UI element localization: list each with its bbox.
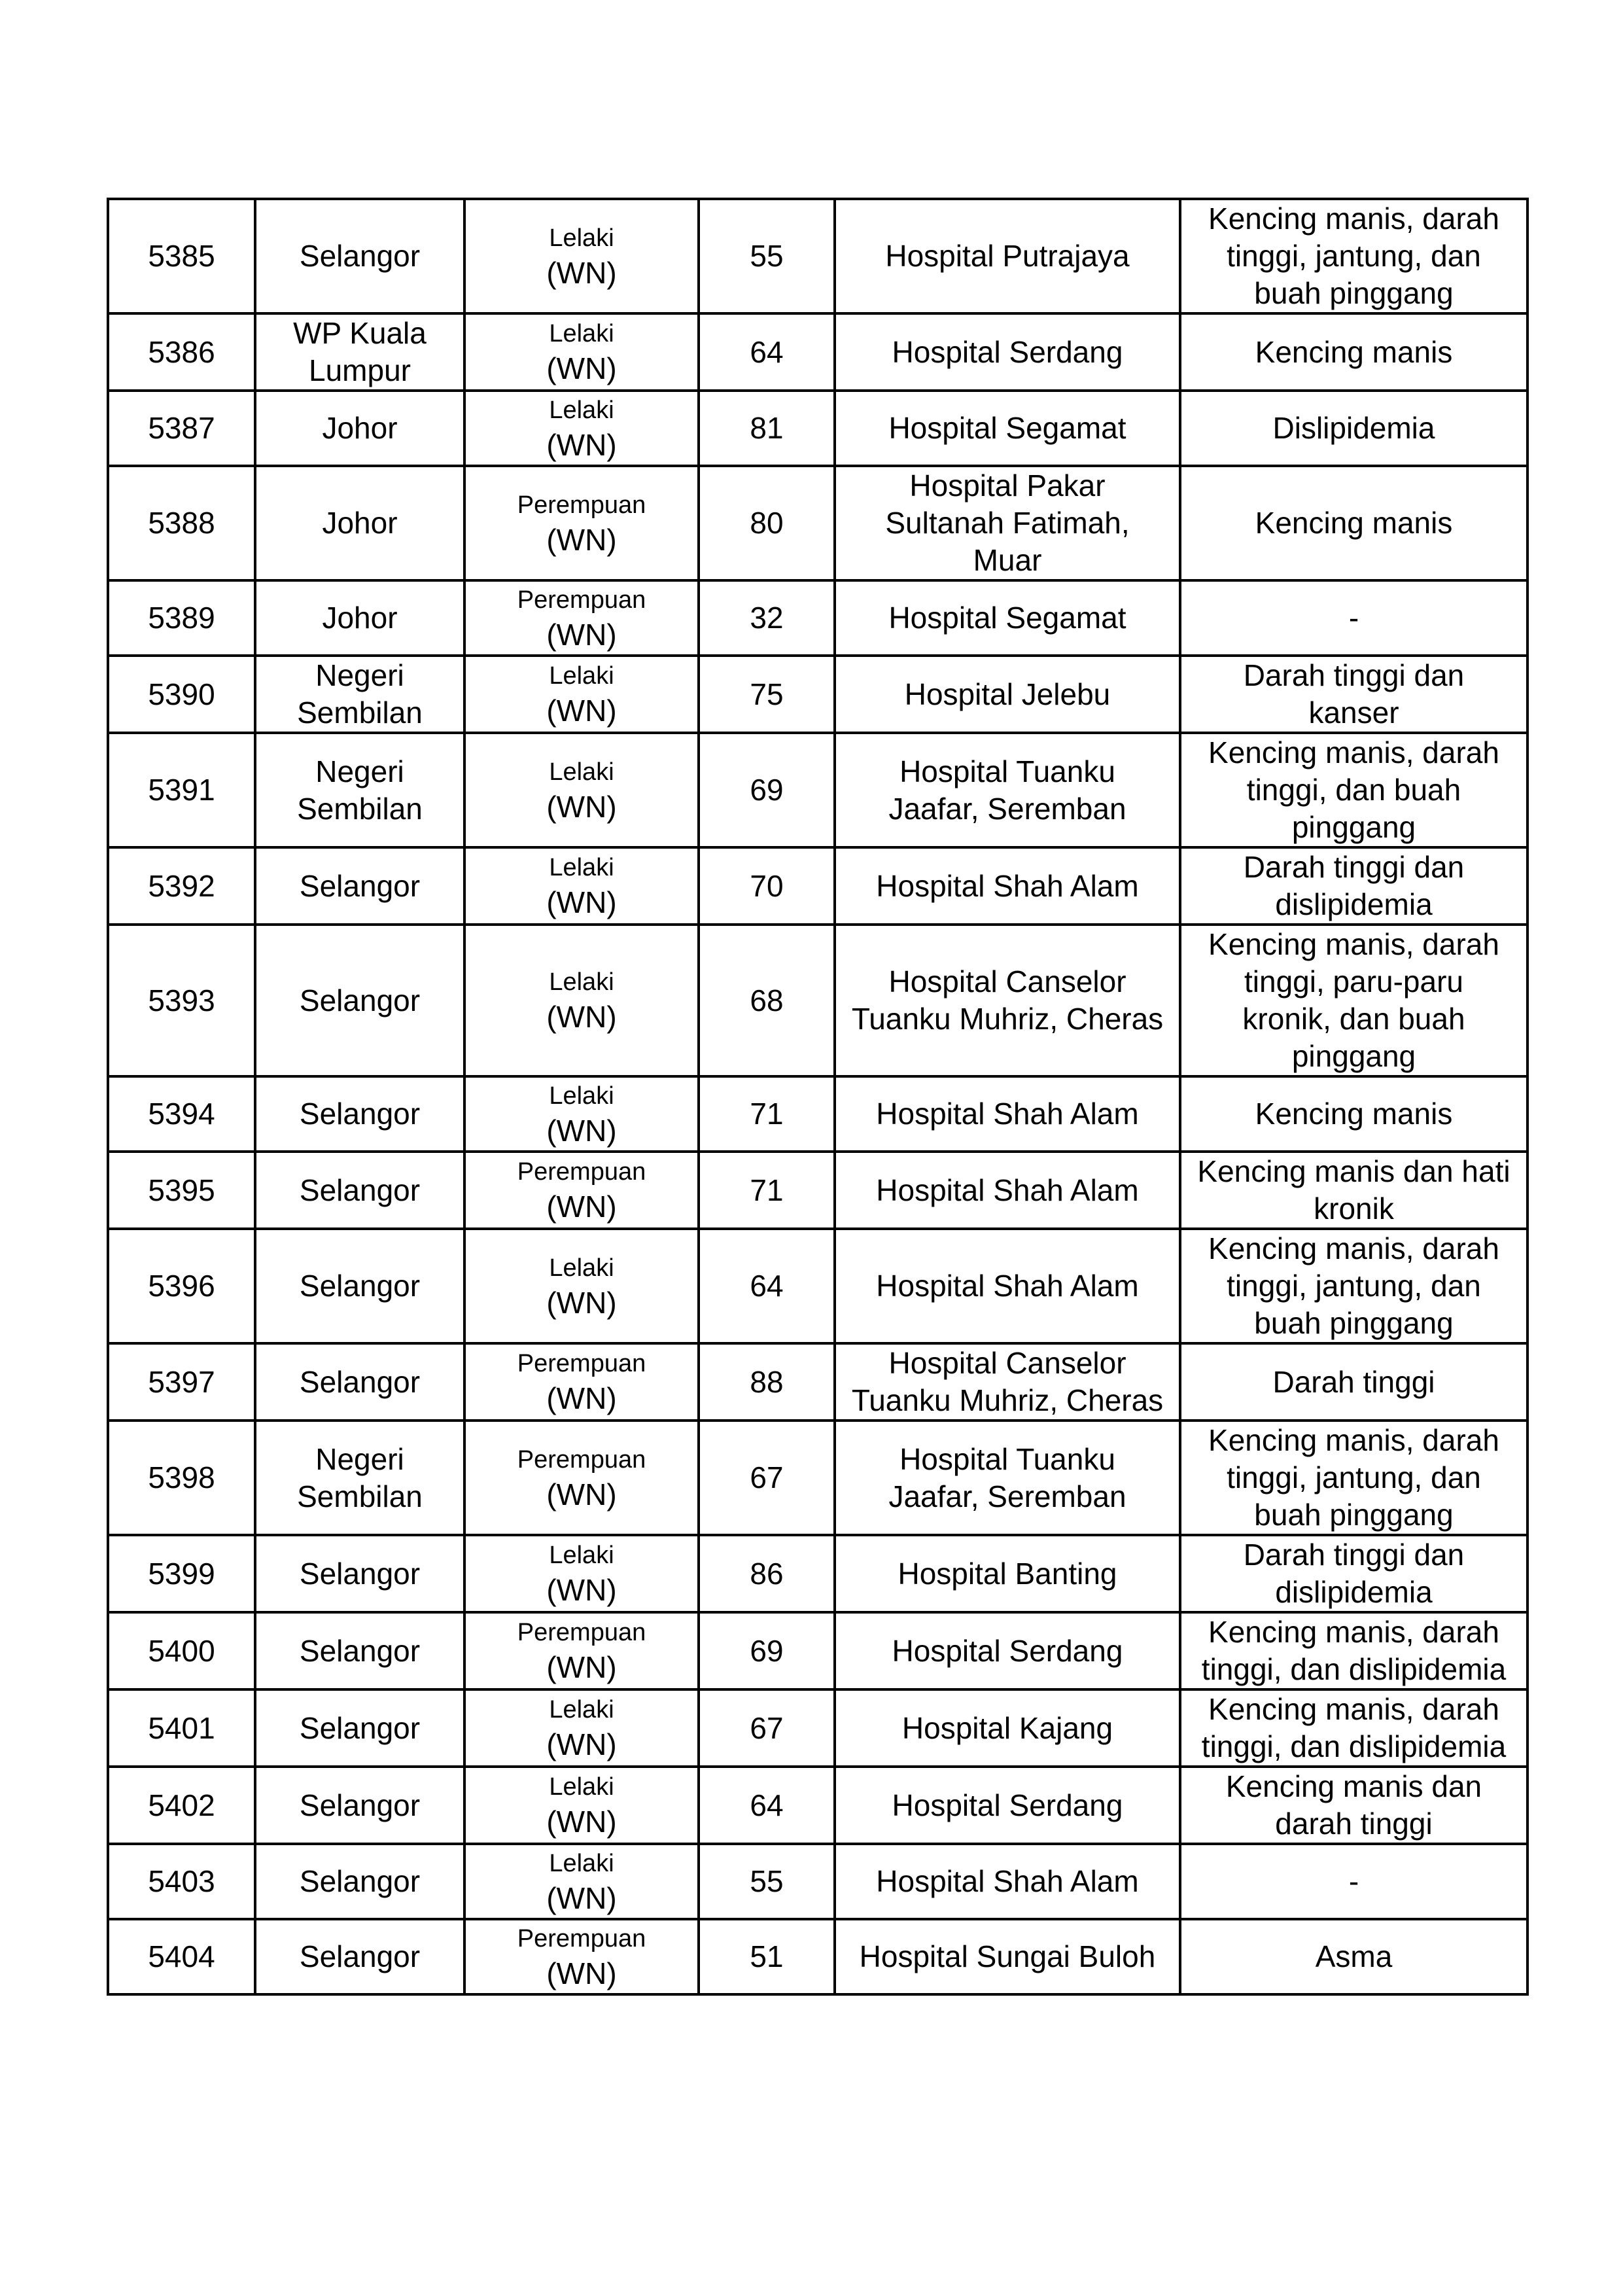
- conditions-cell-line: pinggang: [1291, 1039, 1416, 1073]
- hospital-cell: [835, 733, 1180, 847]
- table-row: [108, 1767, 1527, 1844]
- hospital-cell-line: Hospital Tuanku: [899, 1441, 1115, 1476]
- conditions-cell: [1180, 391, 1527, 466]
- state-cell: [255, 1844, 464, 1919]
- citizenship-status: (WN): [546, 885, 617, 919]
- conditions-cell: [1180, 199, 1527, 313]
- case-number-cell: 5404: [108, 1919, 255, 1994]
- citizenship-status: (WN): [546, 255, 617, 290]
- table-row: [108, 1612, 1527, 1689]
- case-number-cell: 5397: [108, 1343, 255, 1421]
- conditions-cell-line: kronik, dan buah: [1242, 1002, 1465, 1036]
- table-row: [108, 1076, 1527, 1152]
- state-cell-line: Selangor: [299, 1710, 421, 1745]
- conditions-cell-line: tinggi, dan buah: [1246, 773, 1461, 807]
- citizenship-status: (WN): [546, 1190, 617, 1224]
- age-cell: 68: [699, 925, 835, 1076]
- state-cell: [255, 580, 464, 656]
- state-cell-line: Selangor: [299, 868, 421, 903]
- gender-label: Perempuan: [517, 586, 646, 614]
- age-cell: 71: [699, 1152, 835, 1229]
- conditions-cell-line: dislipidemia: [1275, 1575, 1433, 1609]
- conditions-cell-line: buah pinggang: [1254, 1306, 1454, 1340]
- gender-label: Perempuan: [517, 1619, 646, 1646]
- conditions-cell: [1180, 925, 1527, 1076]
- conditions-cell: [1180, 1919, 1527, 1994]
- hospital-cell-line: Hospital Segamat: [888, 601, 1126, 635]
- conditions-cell: [1180, 1421, 1527, 1535]
- gender-label: Lelaki: [549, 968, 614, 996]
- state-cell: [255, 1689, 464, 1767]
- citizenship-status: (WN): [546, 1650, 617, 1684]
- hospital-cell: [835, 199, 1180, 313]
- citizenship-status: (WN): [546, 522, 617, 557]
- hospital-cell-line: Tuanku Muhriz, Cheras: [851, 1383, 1164, 1417]
- state-cell: [255, 466, 464, 580]
- table-row: [108, 1343, 1527, 1421]
- hospital-cell-line: Hospital Jelebu: [904, 677, 1111, 711]
- gender-cell: [464, 1421, 699, 1535]
- hospital-cell-line: Hospital Serdang: [892, 334, 1123, 369]
- state-cell: [255, 1152, 464, 1229]
- gender-label: Lelaki: [549, 1849, 614, 1877]
- citizenship-status: (WN): [546, 1381, 617, 1415]
- case-number-cell: 5387: [108, 391, 255, 466]
- hospital-cell-line: Hospital Shah Alam: [876, 1269, 1139, 1303]
- state-cell-line: Lumpur: [309, 353, 411, 387]
- gender-label: Perempuan: [517, 1350, 646, 1377]
- citizenship-status: (WN): [546, 617, 617, 652]
- citizenship-status: (WN): [546, 1477, 617, 1511]
- hospital-cell: [835, 391, 1180, 466]
- hospital-cell-line: Hospital Banting: [898, 1556, 1117, 1591]
- conditions-cell: [1180, 656, 1527, 733]
- state-cell: [255, 199, 464, 313]
- case-number-cell: 5403: [108, 1844, 255, 1919]
- gender-label: Lelaki: [549, 224, 614, 252]
- age-cell: 69: [699, 733, 835, 847]
- case-number-cell: 5399: [108, 1535, 255, 1612]
- conditions-cell-line: tinggi, jantung, dan: [1227, 1269, 1481, 1303]
- hospital-cell: [835, 580, 1180, 656]
- case-number-cell: 5400: [108, 1612, 255, 1689]
- case-number-cell: 5386: [108, 313, 255, 391]
- age-cell: 64: [699, 1229, 835, 1343]
- conditions-cell: [1180, 1229, 1527, 1343]
- citizenship-status: (WN): [546, 694, 617, 728]
- state-cell-line: Selangor: [299, 1864, 421, 1898]
- state-cell: [255, 656, 464, 733]
- state-cell-line: Johor: [322, 601, 398, 635]
- conditions-cell-line: buah pinggang: [1254, 1498, 1454, 1532]
- table-row: [108, 733, 1527, 847]
- case-number-cell: 5393: [108, 925, 255, 1076]
- state-cell: [255, 925, 464, 1076]
- conditions-cell: [1180, 580, 1527, 656]
- citizenship-status: (WN): [546, 1805, 617, 1839]
- conditions-cell-line: Kencing manis, darah: [1208, 1231, 1499, 1265]
- gender-cell: [464, 1767, 699, 1844]
- gender-cell: [464, 1844, 699, 1919]
- state-cell: [255, 1076, 464, 1152]
- conditions-cell-line: pinggang: [1291, 810, 1416, 844]
- hospital-cell-line: Jaafar, Seremban: [888, 1479, 1126, 1513]
- state-cell: [255, 1767, 464, 1844]
- case-number-cell: 5390: [108, 656, 255, 733]
- age-cell: 69: [699, 1612, 835, 1689]
- age-cell: 51: [699, 1919, 835, 1994]
- conditions-cell-line: dislipidemia: [1275, 887, 1433, 921]
- state-cell-line: Selangor: [299, 1556, 421, 1591]
- hospital-cell-line: Jaafar, Seremban: [888, 791, 1126, 826]
- gender-label: Perempuan: [517, 1924, 646, 1952]
- citizenship-status: (WN): [546, 351, 617, 385]
- state-cell-line: Johor: [322, 411, 398, 445]
- case-number-cell: 5402: [108, 1767, 255, 1844]
- conditions-cell-line: Kencing manis, darah: [1208, 1615, 1499, 1649]
- citizenship-status: (WN): [546, 1727, 617, 1761]
- conditions-cell: [1180, 733, 1527, 847]
- conditions-cell-line: Kencing manis, darah: [1208, 1692, 1499, 1726]
- conditions-cell: [1180, 313, 1527, 391]
- conditions-cell-line: tinggi, jantung, dan: [1227, 239, 1481, 273]
- conditions-cell-line: Kencing manis: [1255, 506, 1453, 540]
- case-table: [107, 198, 1529, 1996]
- hospital-cell-line: Hospital Kajang: [901, 1710, 1113, 1745]
- gender-cell: [464, 1612, 699, 1689]
- gender-cell: [464, 313, 699, 391]
- age-cell: 67: [699, 1421, 835, 1535]
- hospital-cell: [835, 1689, 1180, 1767]
- gender-label: Perempuan: [517, 491, 646, 519]
- citizenship-status: (WN): [546, 1285, 617, 1320]
- gender-label: Perempuan: [517, 1158, 646, 1186]
- conditions-cell-line: tinggi, dan dislipidemia: [1201, 1652, 1507, 1686]
- gender-label: Lelaki: [549, 662, 614, 690]
- table-row: [108, 656, 1527, 733]
- state-cell-line: Selangor: [299, 239, 421, 273]
- gender-label: Lelaki: [549, 1696, 614, 1723]
- conditions-cell-line: Kencing manis, darah: [1208, 202, 1499, 236]
- gender-cell: [464, 656, 699, 733]
- state-cell-line: Selangor: [299, 1939, 421, 1973]
- conditions-cell-line: kanser: [1308, 696, 1399, 730]
- conditions-cell: [1180, 1612, 1527, 1689]
- gender-cell: [464, 391, 699, 466]
- citizenship-status: (WN): [546, 1000, 617, 1034]
- gender-cell: [464, 199, 699, 313]
- age-cell: 67: [699, 1689, 835, 1767]
- hospital-cell-line: Hospital Sungai Buloh: [859, 1939, 1156, 1973]
- conditions-cell: [1180, 1076, 1527, 1152]
- case-number-cell: 5394: [108, 1076, 255, 1152]
- state-cell-line: WP Kuala: [293, 316, 427, 350]
- gender-cell: [464, 1076, 699, 1152]
- conditions-cell: [1180, 1343, 1527, 1421]
- state-cell: [255, 1919, 464, 1994]
- state-cell-line: Selangor: [299, 1788, 421, 1822]
- hospital-cell: [835, 1229, 1180, 1343]
- conditions-cell-line: darah tinggi: [1275, 1807, 1433, 1841]
- conditions-cell-line: Kencing manis, darah: [1208, 735, 1499, 769]
- gender-label: Lelaki: [549, 320, 614, 347]
- age-cell: 81: [699, 391, 835, 466]
- table-row: [108, 1152, 1527, 1229]
- state-cell-line: Selangor: [299, 983, 421, 1017]
- hospital-cell-line: Hospital Canselor: [888, 964, 1126, 998]
- age-cell: 64: [699, 313, 835, 391]
- age-cell: 88: [699, 1343, 835, 1421]
- gender-label: Lelaki: [549, 1773, 614, 1801]
- age-cell: 80: [699, 466, 835, 580]
- conditions-cell: [1180, 1689, 1527, 1767]
- conditions-cell-line: Kencing manis dan hati: [1197, 1154, 1510, 1188]
- state-cell-line: Selangor: [299, 1269, 421, 1303]
- hospital-cell: [835, 1535, 1180, 1612]
- gender-cell: [464, 580, 699, 656]
- citizenship-status: (WN): [546, 789, 617, 824]
- age-cell: 71: [699, 1076, 835, 1152]
- age-cell: 55: [699, 1844, 835, 1919]
- table-row: [108, 1229, 1527, 1343]
- hospital-cell: [835, 1152, 1180, 1229]
- conditions-cell-line: Dislipidemia: [1272, 411, 1435, 445]
- state-cell: [255, 1229, 464, 1343]
- gender-label: Lelaki: [549, 854, 614, 881]
- hospital-cell-line: Tuanku Muhriz, Cheras: [851, 1002, 1164, 1036]
- table-row: [108, 1421, 1527, 1535]
- state-cell: [255, 733, 464, 847]
- conditions-cell-line: Darah tinggi dan: [1243, 658, 1465, 692]
- conditions-cell-line: tinggi, paru-paru: [1244, 964, 1463, 998]
- table-row: [108, 199, 1527, 313]
- hospital-cell: [835, 1919, 1180, 1994]
- state-cell: [255, 847, 464, 925]
- table-row: [108, 313, 1527, 391]
- conditions-cell: [1180, 847, 1527, 925]
- hospital-cell-line: Hospital Canselor: [888, 1346, 1126, 1380]
- citizenship-status: (WN): [546, 1113, 617, 1148]
- state-cell: [255, 1343, 464, 1421]
- conditions-cell-line: kronik: [1314, 1192, 1394, 1226]
- state-cell-line: Johor: [322, 506, 398, 540]
- hospital-cell: [835, 466, 1180, 580]
- hospital-cell-line: Hospital Shah Alam: [876, 1864, 1139, 1898]
- table-row: [108, 580, 1527, 656]
- table-row: [108, 847, 1527, 925]
- gender-cell: [464, 1229, 699, 1343]
- gender-cell: [464, 925, 699, 1076]
- gender-label: Perempuan: [517, 1445, 646, 1474]
- conditions-cell-line: Darah tinggi: [1272, 1364, 1435, 1399]
- state-cell: [255, 1421, 464, 1535]
- hospital-cell: [835, 1343, 1180, 1421]
- gender-label: Lelaki: [549, 758, 614, 786]
- table-row: [108, 1535, 1527, 1612]
- gender-cell: [464, 1689, 699, 1767]
- age-cell: 70: [699, 847, 835, 925]
- table-row: [108, 1844, 1527, 1919]
- conditions-cell-line: buah pinggang: [1254, 276, 1454, 310]
- hospital-cell: [835, 1844, 1180, 1919]
- case-number-cell: 5395: [108, 1152, 255, 1229]
- hospital-cell-line: Hospital Segamat: [888, 411, 1126, 445]
- gender-cell: [464, 733, 699, 847]
- case-number-cell: 5389: [108, 580, 255, 656]
- hospital-cell-line: Hospital Putrajaya: [885, 239, 1130, 273]
- state-cell-line: Negeri: [315, 1441, 404, 1476]
- state-cell-line: Sembilan: [297, 1479, 423, 1513]
- conditions-cell-line: Darah tinggi dan: [1243, 1538, 1465, 1572]
- hospital-cell: [835, 1421, 1180, 1535]
- citizenship-status: (WN): [546, 1573, 617, 1607]
- hospital-cell-line: Hospital Shah Alam: [876, 868, 1139, 903]
- table-row: [108, 925, 1527, 1076]
- hospital-cell: [835, 847, 1180, 925]
- hospital-cell-line: Hospital Shah Alam: [876, 1173, 1139, 1207]
- state-cell-line: Negeri: [315, 754, 404, 788]
- conditions-cell: [1180, 1535, 1527, 1612]
- hospital-cell-line: Hospital Tuanku: [899, 754, 1115, 788]
- table-row: [108, 466, 1527, 580]
- state-cell-line: Negeri: [315, 658, 404, 692]
- conditions-cell-line: Darah tinggi dan: [1243, 850, 1465, 884]
- hospital-cell: [835, 313, 1180, 391]
- conditions-cell-line: -: [1348, 1864, 1359, 1898]
- gender-cell: [464, 1152, 699, 1229]
- conditions-cell-line: Asma: [1315, 1939, 1393, 1973]
- state-cell-line: Selangor: [299, 1364, 421, 1399]
- state-cell-line: Sembilan: [297, 696, 423, 730]
- table-row: [108, 391, 1527, 466]
- conditions-cell: [1180, 466, 1527, 580]
- hospital-cell: [835, 656, 1180, 733]
- state-cell-line: Selangor: [299, 1097, 421, 1131]
- gender-cell: [464, 466, 699, 580]
- state-cell: [255, 1612, 464, 1689]
- citizenship-status: (WN): [546, 1956, 617, 1990]
- gender-cell: [464, 1919, 699, 1994]
- hospital-cell: [835, 1612, 1180, 1689]
- conditions-cell-line: Kencing manis, darah: [1208, 1423, 1499, 1457]
- hospital-cell: [835, 1076, 1180, 1152]
- case-number-cell: 5391: [108, 733, 255, 847]
- table-row: [108, 1689, 1527, 1767]
- hospital-cell: [835, 925, 1180, 1076]
- conditions-cell: [1180, 1152, 1527, 1229]
- case-number-cell: 5398: [108, 1421, 255, 1535]
- conditions-cell-line: Kencing manis: [1255, 1097, 1453, 1131]
- age-cell: 75: [699, 656, 835, 733]
- state-cell-line: Sembilan: [297, 791, 423, 826]
- state-cell: [255, 1535, 464, 1612]
- conditions-cell: [1180, 1767, 1527, 1844]
- conditions-cell-line: -: [1348, 601, 1359, 635]
- gender-label: Lelaki: [549, 1082, 614, 1110]
- gender-cell: [464, 1535, 699, 1612]
- gender-label: Lelaki: [549, 1542, 614, 1569]
- case-table-body: [108, 199, 1527, 1994]
- citizenship-status: (WN): [546, 1881, 617, 1915]
- conditions-cell-line: Kencing manis, darah: [1208, 927, 1499, 961]
- case-number-cell: 5396: [108, 1229, 255, 1343]
- table-row: [108, 1919, 1527, 1994]
- age-cell: 32: [699, 580, 835, 656]
- gender-cell: [464, 847, 699, 925]
- case-number-cell: 5388: [108, 466, 255, 580]
- hospital-cell-line: Muar: [973, 543, 1042, 577]
- conditions-cell-line: Kencing manis: [1255, 334, 1453, 369]
- state-cell: [255, 313, 464, 391]
- age-cell: 55: [699, 199, 835, 313]
- hospital-cell-line: Sultanah Fatimah,: [885, 506, 1130, 540]
- hospital-cell-line: Hospital Serdang: [892, 1788, 1123, 1822]
- state-cell-line: Selangor: [299, 1633, 421, 1668]
- gender-label: Lelaki: [549, 396, 614, 424]
- conditions-cell-line: tinggi, dan dislipidemia: [1201, 1729, 1507, 1763]
- conditions-cell-line: tinggi, jantung, dan: [1227, 1460, 1481, 1494]
- gender-label: Lelaki: [549, 1254, 614, 1282]
- conditions-cell: [1180, 1844, 1527, 1919]
- hospital-cell-line: Hospital Serdang: [892, 1633, 1123, 1668]
- case-number-cell: 5401: [108, 1689, 255, 1767]
- citizenship-status: (WN): [546, 427, 617, 462]
- state-cell-line: Selangor: [299, 1173, 421, 1207]
- gender-cell: [464, 1343, 699, 1421]
- case-number-cell: 5392: [108, 847, 255, 925]
- hospital-cell: [835, 1767, 1180, 1844]
- age-cell: 64: [699, 1767, 835, 1844]
- hospital-cell-line: Hospital Pakar: [909, 468, 1106, 503]
- hospital-cell-line: Hospital Shah Alam: [876, 1097, 1139, 1131]
- age-cell: 86: [699, 1535, 835, 1612]
- state-cell: [255, 391, 464, 466]
- conditions-cell-line: Kencing manis dan: [1225, 1769, 1482, 1803]
- case-number-cell: 5385: [108, 199, 255, 313]
